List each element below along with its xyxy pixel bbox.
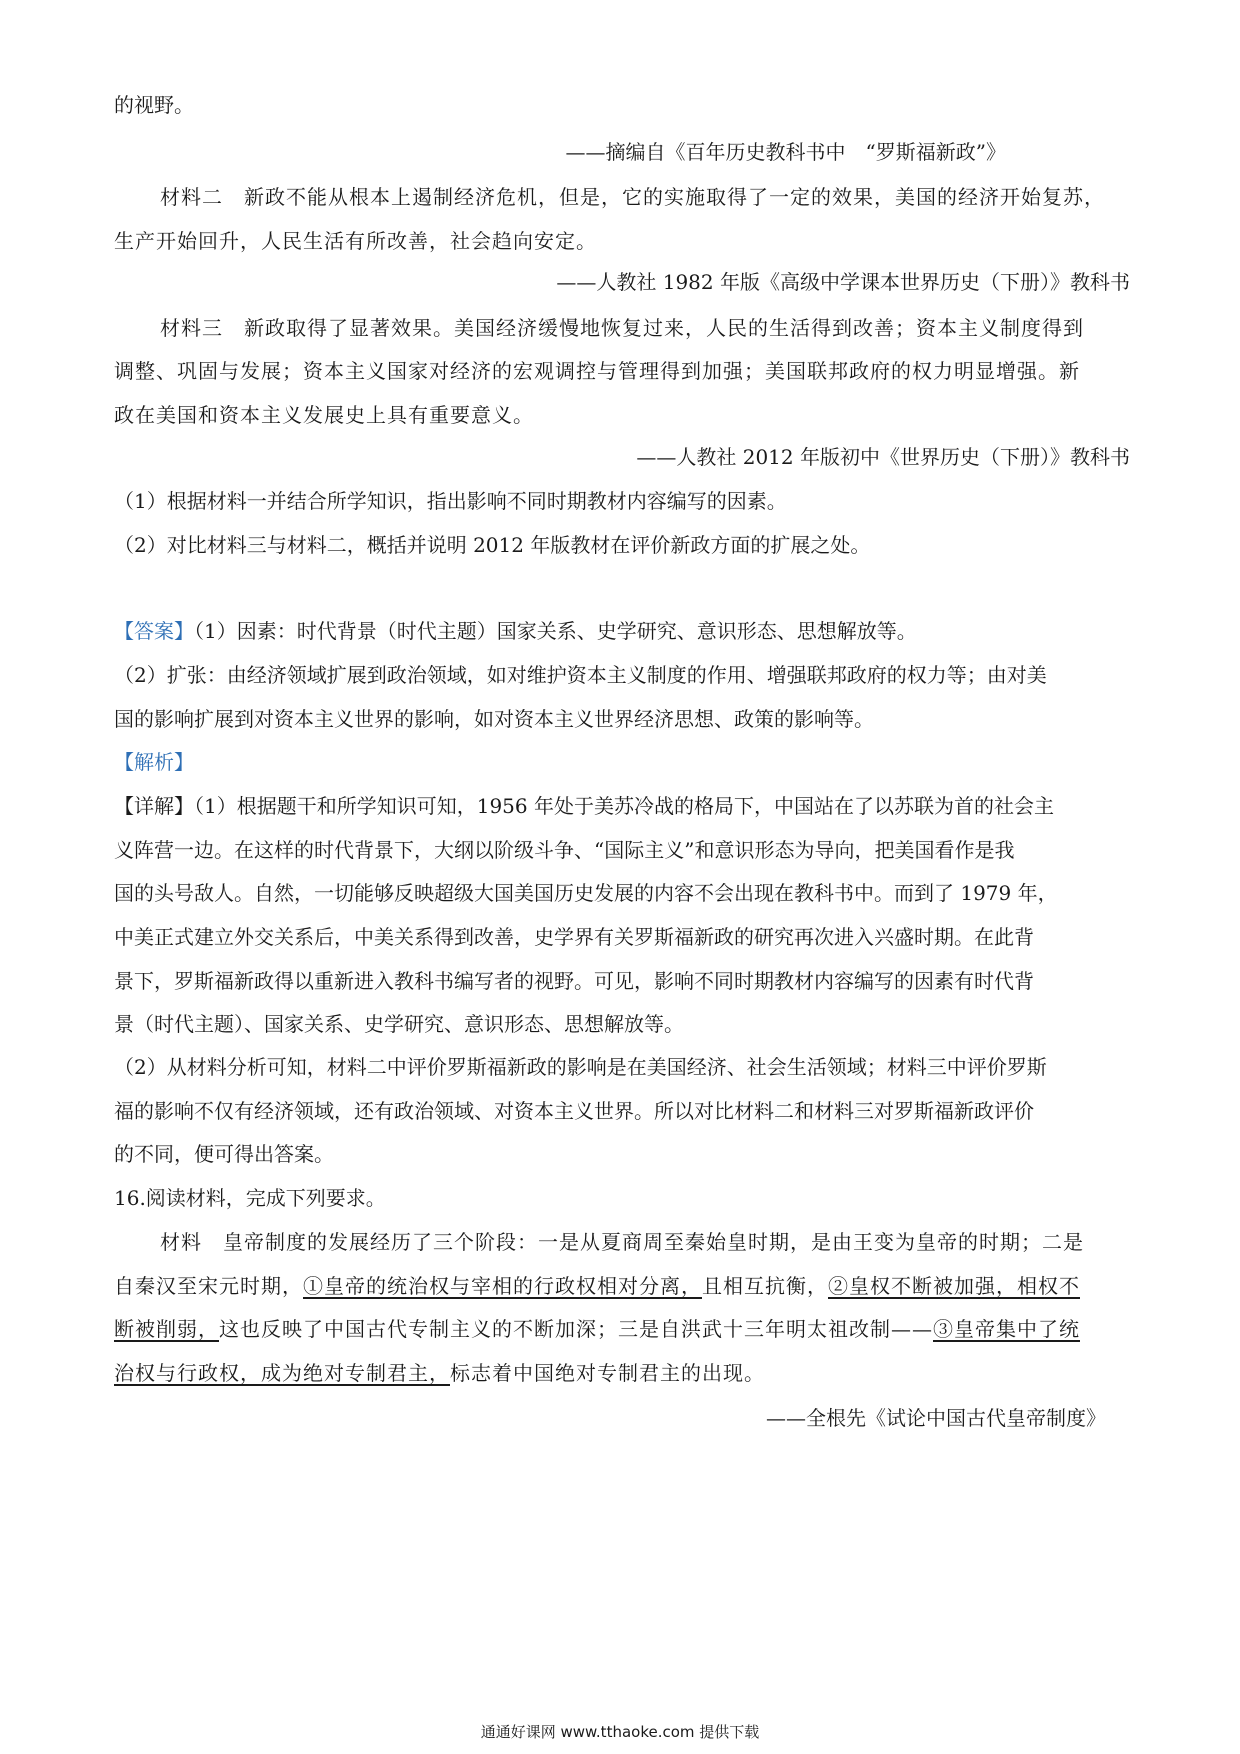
detail-tag: 【详解】 [114, 794, 194, 818]
source-citation: ——人教社 1982 年版《高级中学课本世界历史（下册）》教科书 [556, 270, 1130, 294]
text-line: 的视野。 [114, 93, 194, 117]
material-2-line: 材料二 新政不能从根本上遏制经济危机，但是，它的实施取得了一定的效果，美国的经济开始复苏， [160, 185, 1105, 209]
material-3-line: 政在美国和资本主义发展史上具有重要意义。 [114, 403, 534, 427]
analysis-tag: 【解析】 [114, 750, 194, 774]
underlined-text: 治权与行政权，成为绝对专制君主， [114, 1361, 450, 1385]
analysis-line: 的不同，便可得出答案。 [114, 1142, 334, 1166]
analysis-line: 义阵营一边。在这样的时代背景下，大纲以阶级斗争、“国际主义”和意识形态为导向，把美国看作是我 [114, 838, 1015, 862]
underlined-text: ①皇帝的统治权与宰相的行政权相对分离， [303, 1274, 702, 1298]
analysis-line: 福的影响不仅有经济领域，还有政治领域、对资本主义世界。所以对比材料二和材料三对罗斯福新政评价 [114, 1099, 1034, 1123]
question-16-title: 16.阅读材料，完成下列要求。 [114, 1186, 386, 1210]
question-2: （2）对比材料三与材料二，概括并说明 2012 年版教材在评价新政方面的扩展之处。 [114, 533, 871, 557]
answer-text: （1）因素：时代背景（时代主题）国家关系、史学研究、意识形态、思想解放等。 [194, 619, 917, 643]
source-citation: ——人教社 2012 年版初中《世界历史（下册）》教科书 [636, 445, 1130, 469]
material-line [114, 1273, 1130, 1299]
material-text: 自秦汉至宋元时期， [114, 1274, 303, 1298]
underlined-text: 断被削弱， [114, 1317, 219, 1341]
answer-tag: 【答案】 [114, 619, 194, 643]
source-citation: ——摘编自《百年历史教科书中 “罗斯福新政”》 [565, 140, 1006, 164]
analysis-line [114, 793, 1130, 819]
analysis-line: （2）从材料分析可知，材料二中评价罗斯福新政的影响是在美国经济、社会生活领域；材料三中评价罗斯 [114, 1055, 1047, 1079]
analysis-line: 国的头号敌人。自然，一切能够反映超级大国美国历史发展的内容不会出现在教科书中。而到了 1979 年， [114, 881, 1058, 905]
material-text: 标志着中国绝对专制君主的出现。 [450, 1361, 765, 1385]
material-text: 且相互抗衡， [702, 1274, 828, 1298]
material-3-line: 材料三 新政取得了显著效果。美国经济缓慢地恢复过来，人民的生活得到改善；资本主义制度得到 [160, 316, 1084, 340]
analysis-line: 景（时代主题）、国家关系、史学研究、意识形态、思想解放等。 [114, 1012, 684, 1036]
analysis-line: 中美正式建立外交关系后，中美关系得到改善，史学界有关罗斯福新政的研究再次进入兴盛时期。在此背 [114, 925, 1034, 949]
material-2-line: 生产开始回升，人民生活有所改善，社会趋向安定。 [114, 229, 597, 253]
analysis-text: （1）根据题干和所学知识可知，1956 年处于美苏冷战的格局下，中国站在了以苏联为首的社会主 [194, 794, 1054, 818]
material-text: 这也反映了中国古代专制主义的不断加深；三是自洪武十三年明太祖改制—— [219, 1317, 933, 1341]
material-line [114, 1316, 1130, 1342]
answer-line: （2）扩张：由经济领域扩展到政治领域，如对维护资本主义制度的作用、增强联邦政府的权力等；由对美 [114, 663, 1047, 687]
answer-line [114, 618, 1130, 644]
source-citation: ——全根先《试论中国古代皇帝制度》 [766, 1406, 1106, 1430]
question-1: （1）根据材料一并结合所学知识，指出影响不同时期教材内容编写的因素。 [114, 489, 787, 513]
footer-text: 通通好课网 www.tthaoke.com 提供下载 [480, 1723, 760, 1741]
underlined-text: ③皇帝集中了统 [933, 1317, 1080, 1341]
answer-line: 国的影响扩展到对资本主义世界的影响，如对资本主义世界经济思想、政策的影响等。 [114, 707, 874, 731]
underlined-text: ②皇权不断被加强，相权不 [828, 1274, 1080, 1298]
analysis-line: 景下，罗斯福新政得以重新进入教科书编写者的视野。可见，影响不同时期教材内容编写的因素有时代背 [114, 969, 1034, 993]
material-line: 材料 皇帝制度的发展经历了三个阶段：一是从夏商周至秦始皇时期，是由王变为皇帝的时期；二是 [160, 1230, 1084, 1254]
material-3-line: 调整、巩固与发展；资本主义国家对经济的宏观调控与管理得到加强；美国联邦政府的权力明显增强。新 [114, 359, 1080, 383]
material-line [114, 1360, 1130, 1386]
